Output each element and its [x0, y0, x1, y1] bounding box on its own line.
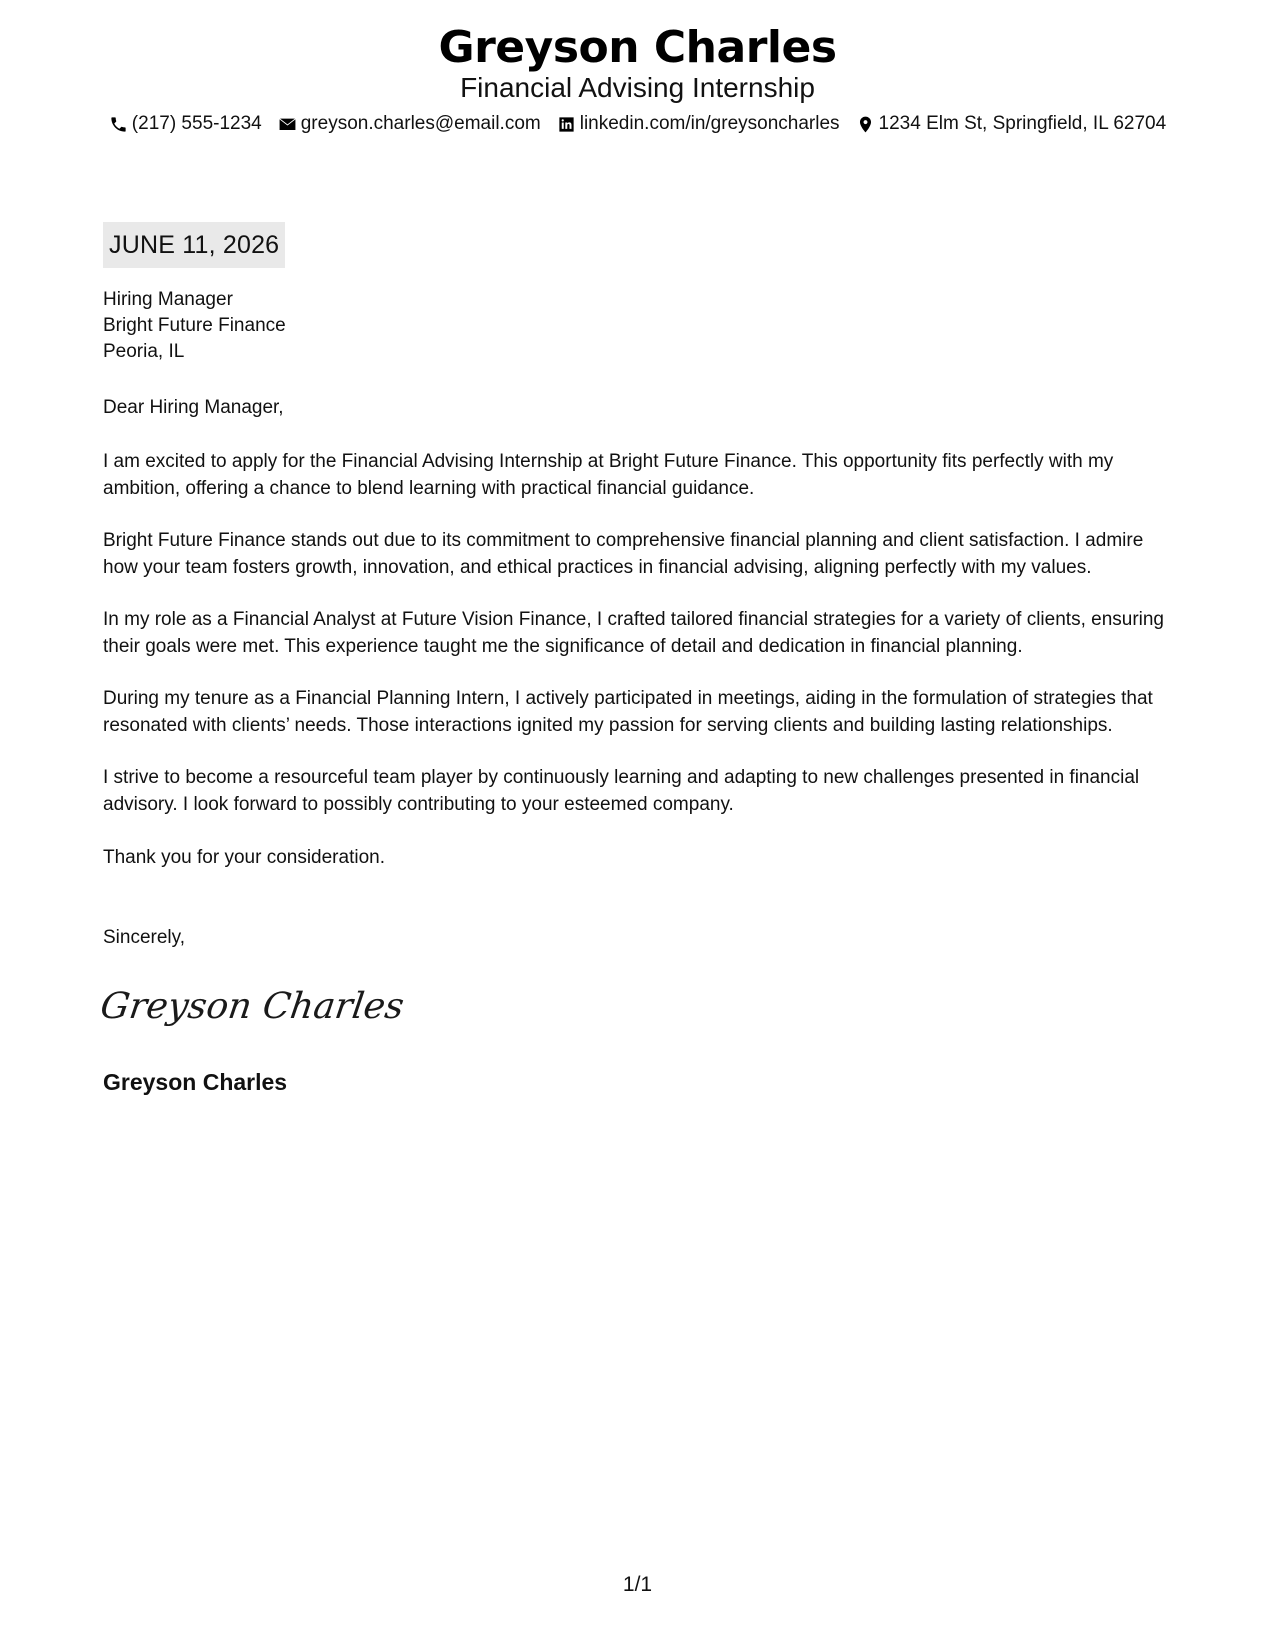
body-paragraph: During my tenure as a Financial Planning Intern, I actively participated in meetings, aiding in the formulation of strategies that resonated with clients’ needs. Those interactions ignited my passion for serving clients and building lasting relationships. — [103, 688, 1153, 736]
contact-phone — [109, 112, 262, 136]
position-title: Financial Advising Internship — [460, 72, 815, 103]
body-paragraph: Bright Future Finance stands out due to its commitment to comprehensive financial planning and client satisfaction. I admire how your team fosters growth, innovation, and ethical practices in financial advising, aligning perfectly with my values. — [103, 530, 1144, 578]
closing-line: Sincerely, — [103, 927, 186, 948]
letter-date: JUNE 11, 2026 — [103, 222, 285, 268]
contact-linkedin — [557, 112, 840, 136]
street-address: 1234 Elm St, Springfield, IL 62704 — [878, 113, 1167, 134]
recipient-location: Peoria, IL — [103, 341, 185, 362]
signature-text: Greyson Charles — [97, 984, 407, 1027]
recipient-block — [103, 287, 286, 365]
linkedin-url: linkedin.com/in/greysoncharles — [579, 113, 840, 134]
handwritten-signature — [97, 976, 407, 1036]
applicant-name: Greyson Charles — [438, 22, 837, 73]
contact-info-row — [0, 112, 1275, 136]
contact-email — [278, 112, 541, 136]
recipient-name: Hiring Manager — [103, 289, 233, 310]
letter-header — [0, 22, 1275, 104]
email-address: greyson.charles@email.com — [300, 113, 541, 134]
linkedin-icon — [557, 115, 576, 134]
recipient-company: Bright Future Finance — [103, 315, 286, 336]
salutation: Dear Hiring Manager, — [103, 397, 284, 418]
contact-address — [856, 112, 1167, 136]
envelope-icon — [278, 115, 297, 134]
body-paragraph: I am excited to apply for the Financial Advising Internship at Bright Future Finance. This opportunity fits perfectly with my ambition, offering a chance to blend learning with practical financial guidance. — [103, 451, 1114, 499]
signer-name: Greyson Charles — [103, 1069, 288, 1095]
thanks-line: Thank you for your consideration. — [103, 847, 385, 868]
phone-icon — [109, 115, 128, 134]
body-paragraph: In my role as a Financial Analyst at Future Vision Finance, I crafted tailored financial strategies for a variety of clients, ensuring their goals were met. This experience taught me the significance of detail and dedication in financial planning. — [103, 609, 1165, 657]
body-paragraph: I strive to become a resourceful team player by continuously learning and adapting to new challenges presented in financial advisory. I look forward to possibly contributing to your esteemed company. — [103, 767, 1140, 815]
phone-number: (217) 555-1234 — [131, 113, 262, 134]
map-pin-icon — [856, 115, 875, 134]
page-number: 1/1 — [622, 1573, 653, 1596]
